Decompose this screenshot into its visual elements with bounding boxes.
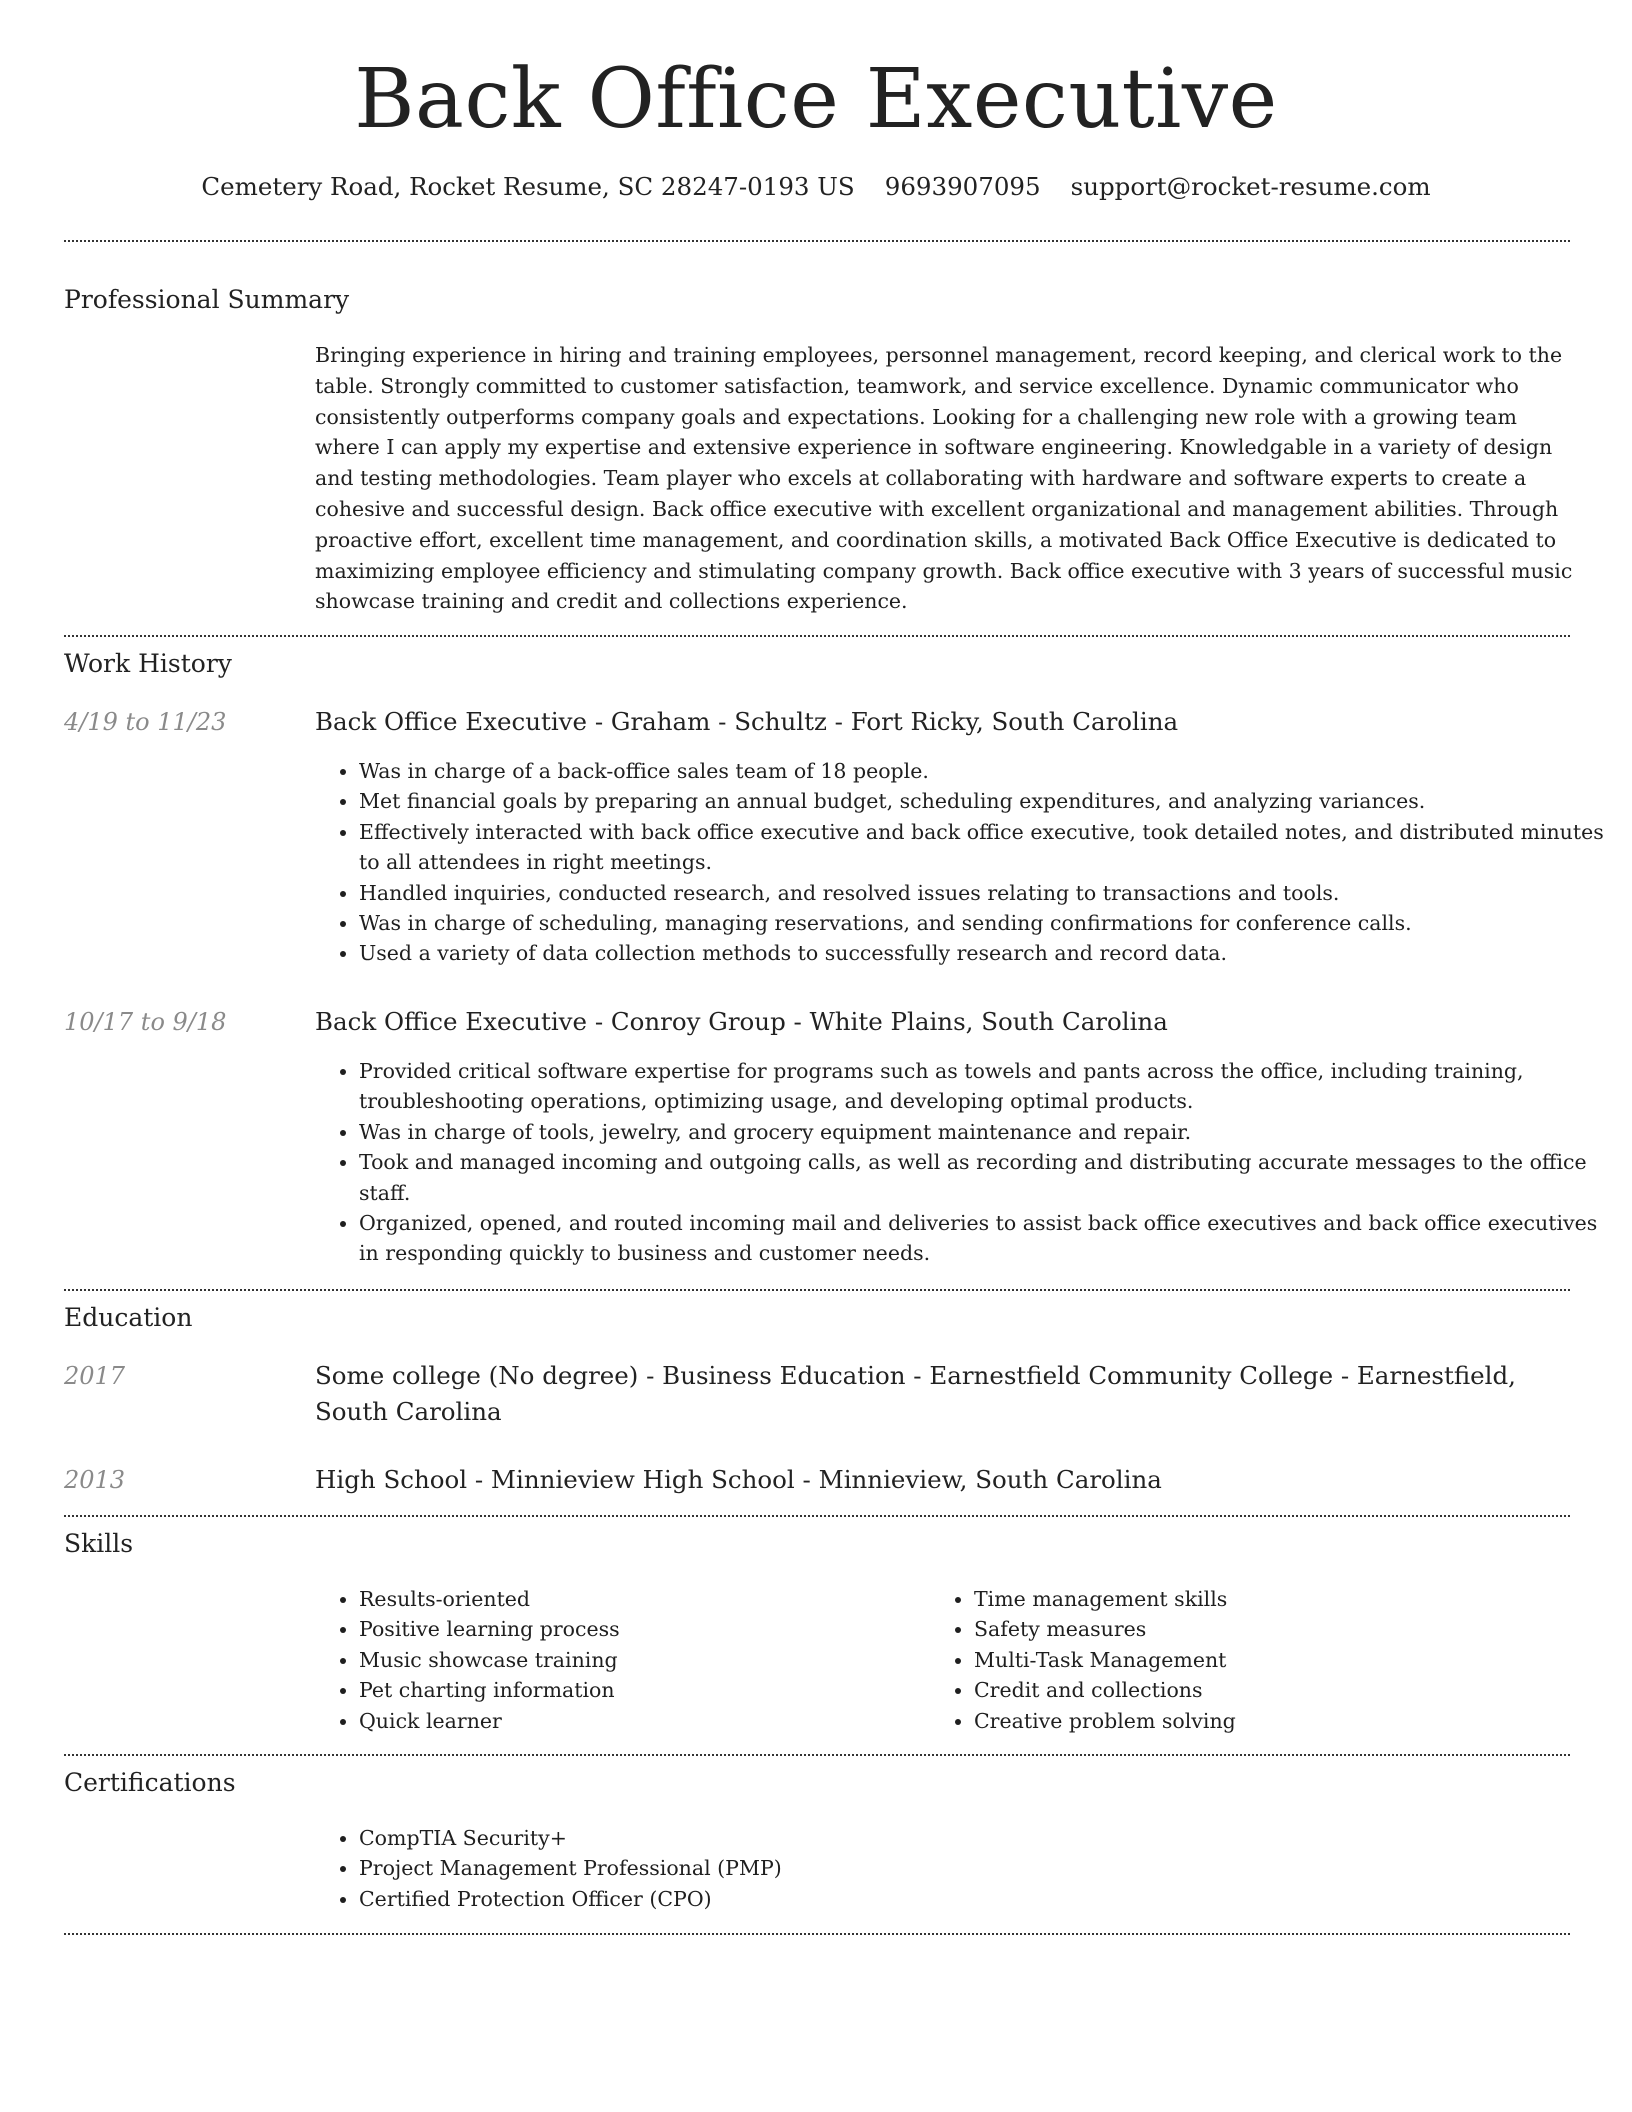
list-item: • Safety measures (974, 1614, 1584, 1644)
candidate-name: Back Office Executive (354, 52, 1278, 147)
contact-address: Cemetery Road, Rocket Resume, SC 28247-0193 US (201, 172, 855, 201)
list-item: • Multi-Task Management (974, 1645, 1584, 1675)
contact-email[interactable]: support@rocket-resume.com (1070, 172, 1431, 201)
section-divider (64, 1515, 1570, 1517)
list-item: • Was in charge of scheduling, managing reservations, and sending confirmations for conference calls. (359, 908, 1619, 938)
list-item: • Took and managed incoming and outgoing calls, as well as recording and distributing accurate messages to the office staff. (359, 1147, 1619, 1208)
section-title-skills: Skills (64, 1529, 134, 1558)
list-item: • Project Management Professional (PMP) (359, 1853, 1619, 1883)
list-item: • Time management skills (974, 1584, 1584, 1614)
job-role: Back Office Executive (315, 707, 588, 736)
job-dates: 4/19 to 11/23 (64, 708, 227, 736)
list-item: • Quick learner (359, 1706, 969, 1736)
list-item: • Creative problem solving (974, 1706, 1584, 1736)
contact-line (0, 170, 1632, 204)
section-title-summary: Professional Summary (64, 285, 350, 314)
summary-text: Bringing experience in hiring and training employees, personnel management, record keeping, and clerical work to the table. Strongly committed to customer satisfaction, teamwork, and service excellence. Dynamic communicator who consistently outperforms company goals and expectations. Looking for a challenging new role with a growing team where I can apply my expertise and extensive experience in software engineering. Knowledgable in a variety of design and testing methodologies. Team player who excels at collaborating with hardware and software experts to create a cohesive and successful design. Back office executive with excellent organizational and management abilities. Through proactive effort, excellent time management, and coordination skills, a motivated Back Office Executive is dedicated to maximizing employee efficiency and stimulating company growth. Back office executive with 3 years of successful music showcase training and credit and collections experience. (315, 343, 1573, 614)
list-item: • Handled inquiries, conducted research, and resolved issues relating to transactions and tools. (359, 878, 1619, 908)
job-dates: 10/17 to 9/18 (64, 1008, 227, 1036)
education-details: - Minnieview High School - Minnieview, South Carolina (467, 1465, 1162, 1494)
list-item: • Pet charting information (359, 1675, 969, 1705)
education-degree: High School (315, 1465, 468, 1494)
list-item: • Results-oriented (359, 1584, 969, 1614)
list-item: • Positive learning process (359, 1614, 969, 1644)
job-heading (315, 704, 1575, 740)
list-item: • Met financial goals by preparing an annual budget, scheduling expenditures, and analyzing variances. (359, 786, 1619, 816)
list-item: • Organized, opened, and routed incoming mail and deliveries to assist back office executives and back office executives in responding quickly to business and customer needs. (359, 1208, 1619, 1269)
job-bullets (315, 1056, 1619, 1269)
section-divider (64, 1933, 1570, 1935)
list-item: • CompTIA Security+ (359, 1823, 1619, 1853)
skills-list-right (930, 1584, 1584, 1736)
education-year: 2013 (64, 1466, 126, 1494)
contact-phone: 9693907095 (884, 172, 1041, 201)
section-divider (64, 1754, 1570, 1756)
list-item: • Provided critical software expertise for programs such as towels and pants across the office, including training, troubleshooting operations, optimizing usage, and developing optimal products. (359, 1056, 1619, 1117)
certifications-list (315, 1823, 1619, 1914)
job-details: - Conroy Group - White Plains, South Carolina (587, 1007, 1168, 1036)
section-divider (64, 240, 1570, 242)
list-item: • Effectively interacted with back office executive and back office executive, took detailed notes, and distributed minutes to all attendees in right meetings. (359, 817, 1619, 878)
skills-list-left (315, 1584, 969, 1736)
education-details: - Earnestfield Community College - Earnestfield, South Carolina (315, 1361, 1516, 1426)
job-role: Back Office Executive (315, 1007, 588, 1036)
section-divider (64, 635, 1570, 637)
section-title-education: Education (64, 1303, 193, 1332)
list-item: • Credit and collections (974, 1675, 1584, 1705)
section-divider (64, 1289, 1570, 1291)
job-details: - Graham - Schultz - Fort Ricky, South Carolina (587, 707, 1179, 736)
job-bullets (315, 756, 1619, 969)
list-item: • Used a variety of data collection methods to successfully research and record data. (359, 938, 1619, 968)
education-year: 2017 (64, 1362, 126, 1390)
section-title-work: Work History (64, 649, 232, 678)
education-heading (315, 1358, 1575, 1430)
list-item: • Was in charge of a back-office sales team of 18 people. (359, 756, 1619, 786)
education-heading (315, 1462, 1575, 1498)
list-item: • Was in charge of tools, jewelry, and grocery equipment maintenance and repair. (359, 1117, 1619, 1147)
job-heading (315, 1004, 1575, 1040)
section-title-certifications: Certifications (64, 1768, 236, 1797)
education-degree: Some college (No degree) - Business Education (315, 1361, 906, 1390)
list-item: • Certified Protection Officer (CPO) (359, 1884, 1619, 1914)
list-item: • Music showcase training (359, 1645, 969, 1675)
